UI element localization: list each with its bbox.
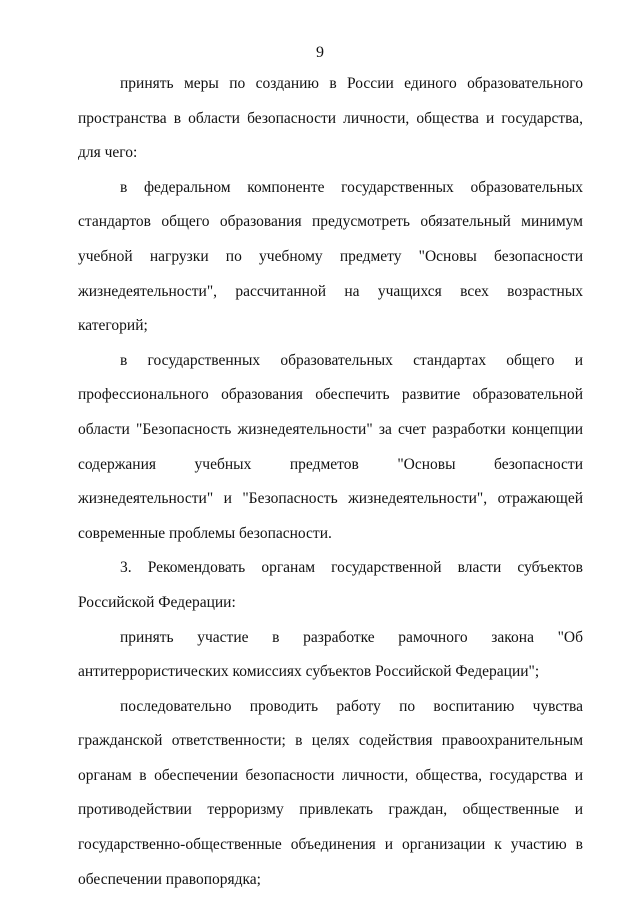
page-number: 9 [316,44,324,61]
paragraph-federal-component: в федеральном компоненте государственных образовательных стандартов общего образования предусмотреть обязательный минимум учебной нагрузки по учебному предмету "Основы безопасности жизнедеятельности", рассчитанной на учащихся всех возрастных категорий; [78,178,583,335]
paragraph-framework-law: принять участие в разработке рамочного закона "Об антитеррористических комиссиях субъектов Российской Федерации"; [78,628,583,681]
paragraph-civic-responsibility: последовательно проводить работу по воспитанию чувства гражданской ответственности; в целях содействия правоохранительным органам в обеспечении безопасности личности, общества, государства и противодействии терроризму привлекать граждан, общественные и государственно-общественные объединения и организации к участию в обеспечении правопорядка; [78,697,583,888]
paragraph-measures: принять меры по созданию в России единого образовательного пространства в области безопасности личности, общества и государства, для чего: [78,75,583,162]
document-body [78,67,583,897]
paragraph-recommendation: 3. Рекомендовать органам государственной власти субъектов Российской Федерации: [78,559,583,611]
paragraph-state-standards: в государственных образовательных стандартах общего и профессионального образования обеспечить развитие образовательной области "Безопасность жизнедеятельности" за счет разработки концепции содержания учебных предметов "Основы безопасности жизнедеятельности" и "Безопасность жизнедеятельности", отражающей современные проблемы безопасности. [78,351,583,542]
